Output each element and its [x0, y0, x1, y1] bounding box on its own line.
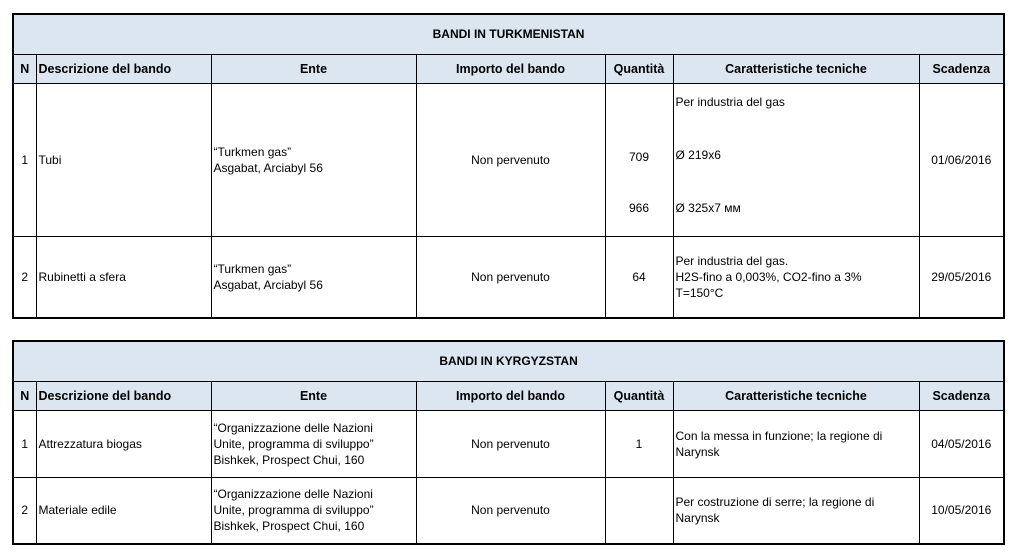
caratteristica-line: Per costruzione di serre; la regione di — [675, 495, 875, 510]
caratteristica-line: Ø 325x7 мм — [675, 200, 741, 215]
kyrgyzstan-tenders-table — [12, 340, 1005, 545]
header-caratteristiche: Caratteristiche tecniche — [673, 54, 919, 83]
caratteristica-line: T=150°C — [675, 285, 724, 300]
ente-address: Bishkek, Prospect Chui, 160 — [213, 519, 365, 534]
row-ente — [211, 410, 416, 477]
header-scadenza: Scadenza — [919, 54, 1004, 83]
quantita-value: 709 — [628, 149, 650, 164]
row-descrizione: Tubi — [36, 83, 211, 236]
row-number: 1 — [13, 83, 36, 236]
ente-address: Bishkek, Prospect Chui, 160 — [213, 452, 365, 467]
table-row — [13, 83, 1004, 236]
header-ente: Ente — [211, 381, 416, 410]
row-importo: Non pervenuto — [416, 410, 605, 477]
row-quantita: 1 — [605, 410, 673, 477]
ente-name: Unite, programma di sviluppo” — [213, 436, 374, 451]
row-quantita: 64 — [605, 236, 673, 318]
row-scadenza: 10/05/2016 — [919, 477, 1004, 544]
row-caratteristiche — [673, 236, 919, 318]
caratteristica-line: Per industria del gas — [675, 94, 785, 109]
caratteristica-line: H2S-fino a 0,003%, CO2-fino a 3% — [675, 269, 862, 284]
row-descrizione: Rubinetti a sfera — [36, 236, 211, 318]
row-scadenza: 01/06/2016 — [919, 83, 1004, 236]
header-n: N — [13, 381, 36, 410]
row-number: 2 — [13, 477, 36, 544]
ente-name: “Turkmen gas” — [213, 261, 292, 276]
header-importo: Importo del bando — [416, 54, 605, 83]
caratteristica-line: Ø 219x6 — [675, 147, 721, 162]
row-ente — [211, 477, 416, 544]
header-n: N — [13, 54, 36, 83]
row-quantita — [605, 83, 673, 236]
header-quantita: Quantità — [605, 54, 673, 83]
caratteristica-line: Con la messa in funzione; la regione di — [675, 428, 883, 443]
header-descrizione: Descrizione del bando — [36, 54, 211, 83]
row-descrizione: Attrezzatura biogas — [36, 410, 211, 477]
table-row — [13, 236, 1004, 318]
table-title: BANDI IN KYRGYZSTAN — [13, 341, 1004, 381]
row-ente — [211, 236, 416, 318]
header-caratteristiche: Caratteristiche tecniche — [673, 381, 919, 410]
table-title: BANDI IN TURKMENISTAN — [13, 14, 1004, 54]
quantita-value: 966 — [628, 200, 650, 215]
row-scadenza: 29/05/2016 — [919, 236, 1004, 318]
header-scadenza: Scadenza — [919, 381, 1004, 410]
row-quantita — [605, 477, 673, 544]
turkmenistan-tenders-table — [12, 13, 1005, 319]
row-scadenza: 04/05/2016 — [919, 410, 1004, 477]
table-row — [13, 410, 1004, 477]
row-number: 2 — [13, 236, 36, 318]
header-quantita: Quantità — [605, 381, 673, 410]
row-caratteristiche — [673, 83, 919, 236]
caratteristica-line: Narynsk — [675, 511, 720, 526]
row-caratteristiche — [673, 477, 919, 544]
row-importo: Non pervenuto — [416, 477, 605, 544]
caratteristica-line: Per industria del gas. — [675, 253, 789, 268]
header-ente: Ente — [211, 54, 416, 83]
caratteristica-line: Narynsk — [675, 444, 720, 459]
header-importo: Importo del bando — [416, 381, 605, 410]
table-row — [13, 477, 1004, 544]
ente-name: “Organizzazione delle Nazioni — [213, 420, 373, 435]
row-descrizione: Materiale edile — [36, 477, 211, 544]
ente-address: Asgabat, Arciabyl 56 — [213, 277, 323, 292]
row-caratteristiche — [673, 410, 919, 477]
row-importo: Non pervenuto — [416, 236, 605, 318]
ente-name: “Turkmen gas” — [213, 144, 292, 159]
ente-name: Unite, programma di sviluppo” — [213, 503, 374, 518]
row-ente — [211, 83, 416, 236]
row-number: 1 — [13, 410, 36, 477]
header-descrizione: Descrizione del bando — [36, 381, 211, 410]
row-importo: Non pervenuto — [416, 83, 605, 236]
ente-address: Asgabat, Arciabyl 56 — [213, 160, 323, 175]
ente-name: “Organizzazione delle Nazioni — [213, 487, 373, 502]
